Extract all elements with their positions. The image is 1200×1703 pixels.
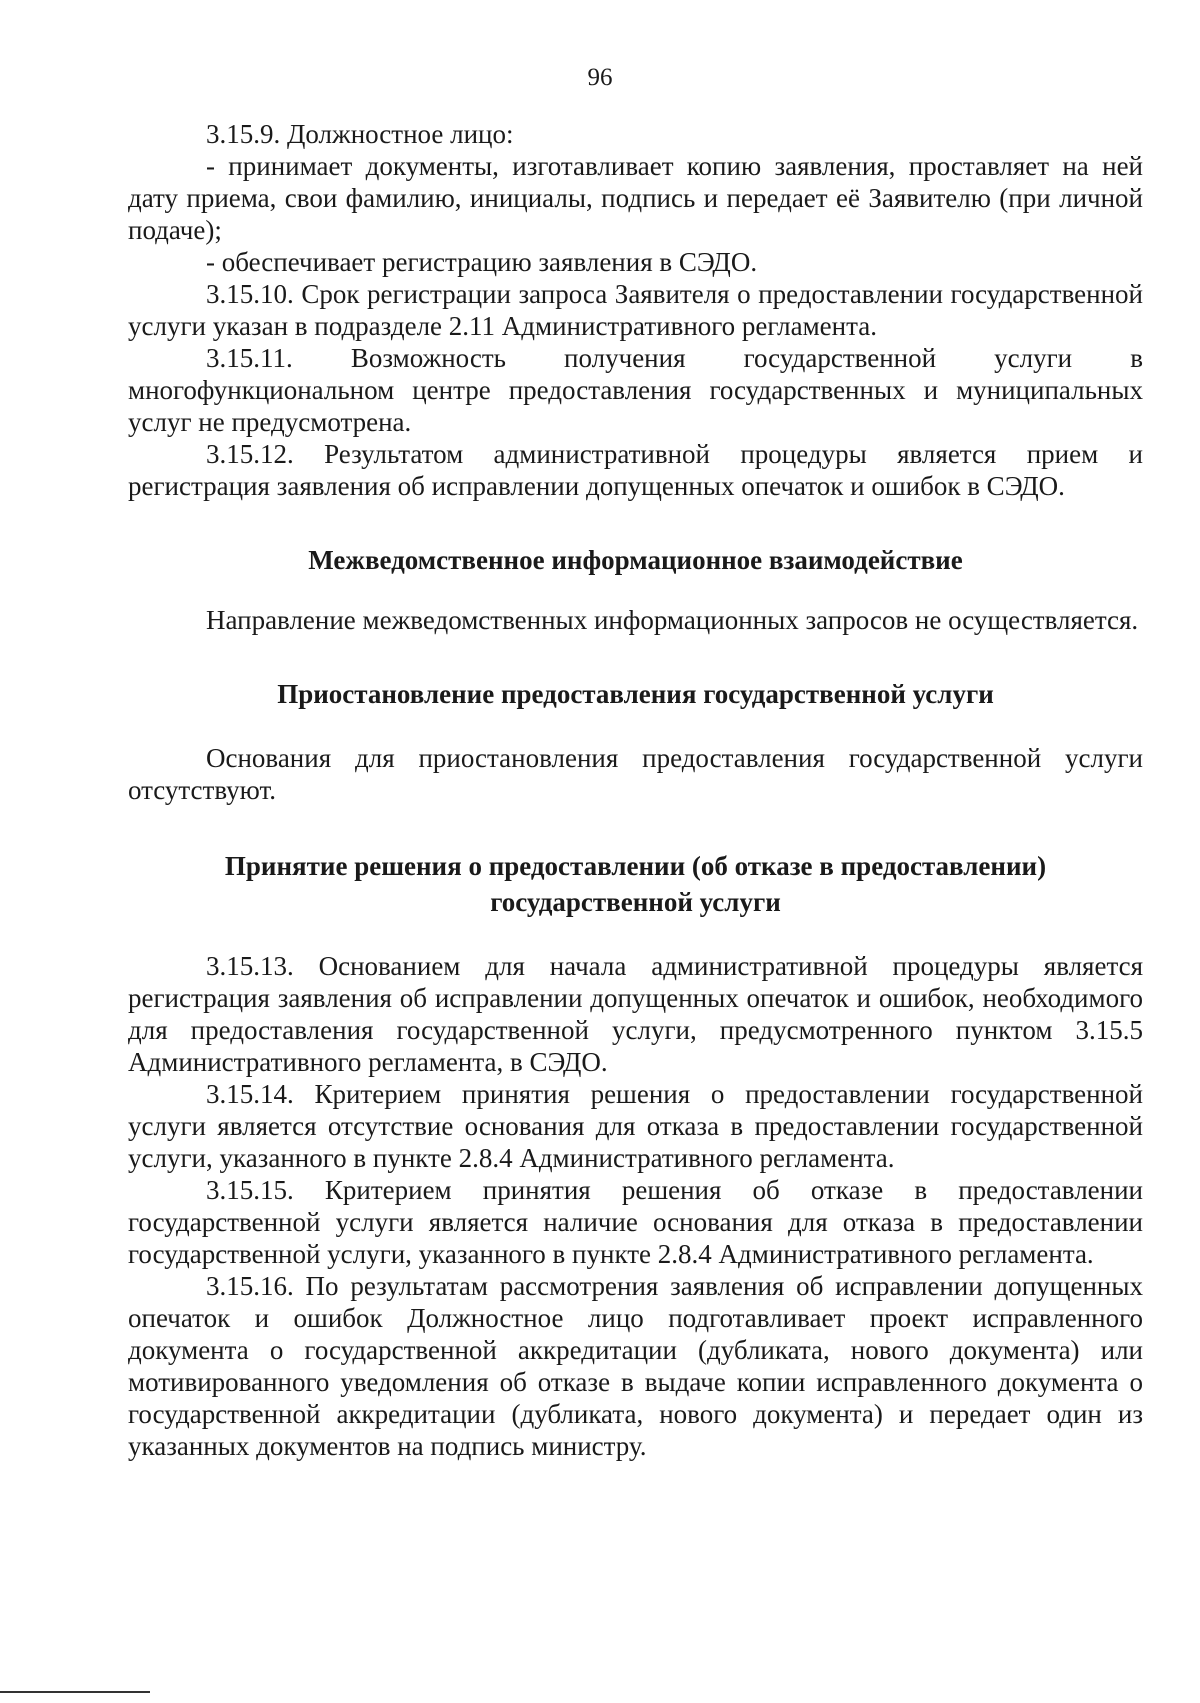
paragraph-interagency: Направление межведомственных информационных запросов не осуществляется. [206, 605, 1139, 635]
section-heading-interagency: Межведомственное информационное взаимодействие [308, 545, 963, 575]
paragraph-3-15-14: 3.15.14. Критерием принятия решения о предоставлении государственной услуги является отсутствие основания для отказа в предоставлении государственной услуги, указанного в пункте 2.8.4 Административного регламента. [128, 1079, 1143, 1173]
section-heading-decision-line2: государственной услуги [490, 887, 781, 917]
paragraph-3-15-15: 3.15.15. Критерием принятия решения об отказе в предоставлении государственной услуги является наличие основания для отказа в предоставлении государственной услуги, указанного в пункте 2.8.4 Административного регламента. [128, 1175, 1143, 1269]
paragraph-3-15-12: 3.15.12. Результатом административной процедуры является прием и регистрация заявления об исправлении допущенных опечаток и ошибок в СЭДО. [128, 439, 1143, 501]
list-item-registration: - обеспечивает регистрацию заявления в СЭДО. [206, 247, 758, 277]
paragraph-3-15-11: 3.15.11. Возможность получения государственной услуги в многофункциональном центре предоставления государственных и муниципальных услуг не предусмотрена. [128, 343, 1143, 437]
scan-edge-line [0, 1691, 150, 1693]
section-heading-decision-line1: Принятие решения о предоставлении (об отказе в предоставлении) [224, 851, 1047, 881]
paragraph-3-15-13: 3.15.13. Основанием для начала административной процедуры является регистрация заявления об исправлении допущенных опечаток и ошибок, необходимого для предоставления государственной услуги, предусмотренного пунктом 3.15.5 Административного регламента, в СЭДО. [128, 951, 1143, 1077]
document-body [128, 118, 1143, 1462]
paragraph-suspension: Основания для приостановления предоставления государственной услуги отсутствуют. [128, 743, 1143, 805]
paragraph-3-15-16: 3.15.16. По результатам рассмотрения заявления об исправлении допущенных опечаток и ошибок Должностное лицо подготавливает проект исправленного документа о государственной аккредитации (дубликата, нового документа) или мотивированного уведомления об отказе в выдаче копии исправленного документа о государственной аккредитации (дубликата, нового документа) и передает один из указанных документов на подпись министру. [128, 1271, 1143, 1461]
list-item-accept-documents: - принимает документы, изготавливает копию заявления, проставляет на ней дату приема, свои фамилию, инициалы, подпись и передает её Заявителю (при личной подаче); [128, 151, 1143, 245]
paragraph-3-15-10: 3.15.10. Срок регистрации запроса Заявителя о предоставлении государственной услуги указан в подразделе 2.11 Административного регламента. [128, 279, 1143, 341]
page-number: 96 [587, 64, 613, 91]
section-heading-suspension: Приостановление предоставления государственной услуги [277, 679, 994, 709]
paragraph-3-15-9: 3.15.9. Должностное лицо: [206, 119, 514, 149]
